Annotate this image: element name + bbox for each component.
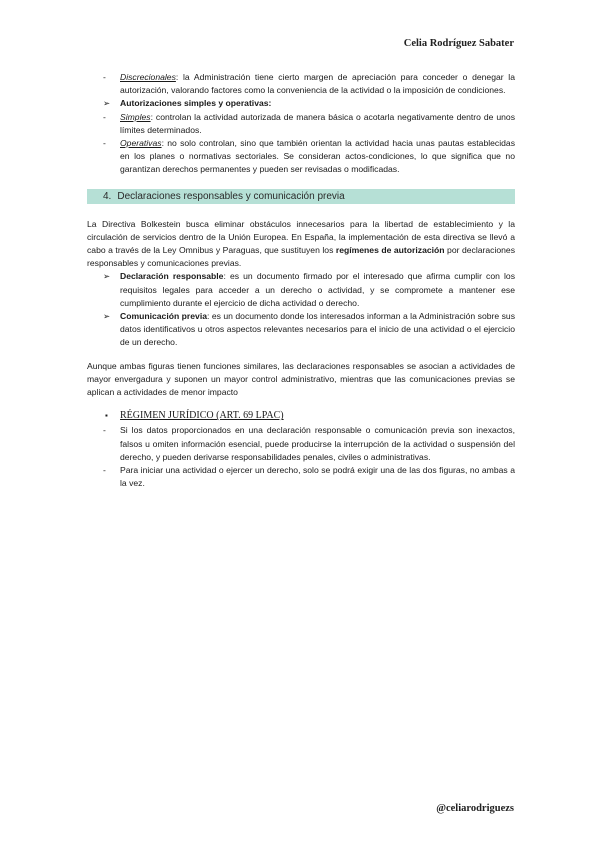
regimen-heading [87, 409, 515, 422]
paragraph-bolkestein [87, 218, 515, 271]
list-item-discrecionales [87, 71, 515, 97]
regimen-item-2 [87, 464, 515, 490]
paragraph-text: por declaraciones responsables y comunicaciones previas. [87, 245, 515, 269]
subheading-suffix: : [268, 98, 272, 109]
arrow-bullet-icon: ➢ [103, 271, 111, 282]
definition-text: : es un documento donde los interesados informan a la Administración sobre sus datos identificativos u otros aspectos relevantes necesarios para el inicio de una actividad o el ejercicio de un derecho. [120, 311, 515, 348]
section-title: Declaraciones responsables y comunicación previa [117, 190, 345, 202]
definition-term: Comunicación previa [120, 311, 207, 322]
square-bullet-icon: ▪ [105, 411, 108, 421]
section-heading-4 [87, 189, 515, 204]
subheading-autorizaciones: Autorizaciones simples y operativas [120, 98, 269, 109]
dash-marker: - [103, 425, 106, 436]
item-text: Si los datos proporcionados en una declaración responsable o comunicación previa son inexactos, falsos u omiten información esencial, puede producirse la interrupción de la actividad o suspensión del derecho, y pueden derivarse responsabilidades penales, civiles o administrativas. [120, 425, 515, 462]
section-number: 4. [103, 190, 112, 202]
list-item-simples [87, 111, 515, 137]
spacer [87, 350, 515, 360]
list-item-operativas [87, 137, 515, 177]
definition-text: : es un documento firmado por el interesado que afirma cumplir con los requisitos legales para acceder a un derecho o actividad, y se compromete a mantener ese cumplimiento durante el ejercicio de dicha actividad o derecho. [120, 271, 515, 308]
dash-marker: - [103, 138, 106, 149]
paragraph-bold-text: regímenes de autorización [335, 245, 445, 256]
arrow-bullet-icon: ➢ [103, 311, 111, 322]
page-content [87, 71, 515, 490]
dash-marker: - [103, 465, 106, 476]
regimen-title: RÉGIMEN JURÍDICO (ART. 69 LPAC) [120, 410, 284, 422]
paragraph-comparison: Aunque ambas figuras tienen funciones similares, las declaraciones responsables se asocian a actividades de mayor envergadura y suponen un mayor control administrativo, mientras que las comunicaciones previas se aplican a actividades de menor impacto [87, 360, 515, 398]
dash-marker: - [103, 111, 106, 122]
definition-declaracion [87, 270, 515, 310]
term-discrecionales: Discrecionales [120, 72, 176, 82]
list-item-autorizaciones [87, 97, 515, 110]
paragraph-text: La Directiva Bolkestein busca eliminar obstáculos innecesarios para la libertad de establecimiento y la circulación de servicios dentro de la Unión Europea. En España, la implementación de esta directiva se llevó a cabo a través de la Ley Omnibus y Paraguas, que sustituyen los [87, 218, 515, 256]
author-name: Celia Rodríguez Sabater [403, 38, 514, 49]
definition-term: Declaración responsable [120, 271, 224, 282]
item-text: : la Administración tiene cierto margen de apreciación para conceder o denegar la autorización, valorando factores como la conveniencia de la actividad o la imposición de condiciones. [120, 72, 515, 96]
dash-marker: - [103, 72, 106, 82]
author-handle: @celiarodriguezs [436, 803, 514, 814]
item-text: : controlan la actividad autorizada de manera básica o acotarla negativamente dentro de unos límites determinados. [120, 111, 515, 135]
term-simples: Simples [120, 111, 151, 122]
item-text: : no solo controlan, sino que también orientan la actividad hacia unas pautas establecidas en los planes o normativas sectoriales. Se consideran actos-condiciones, lo que significa que no garantizan derechos permanentes y pueden ser revisadas o modificadas. [120, 138, 515, 175]
item-text: Para iniciar una actividad o ejercer un derecho, solo se podrá exigir una de las dos figuras, no ambas a la vez. [120, 465, 515, 489]
term-operativas: Operativas [120, 138, 162, 149]
regimen-item-1 [87, 424, 515, 464]
arrow-bullet-icon: ➢ [103, 98, 111, 109]
definition-comunicacion [87, 310, 515, 350]
